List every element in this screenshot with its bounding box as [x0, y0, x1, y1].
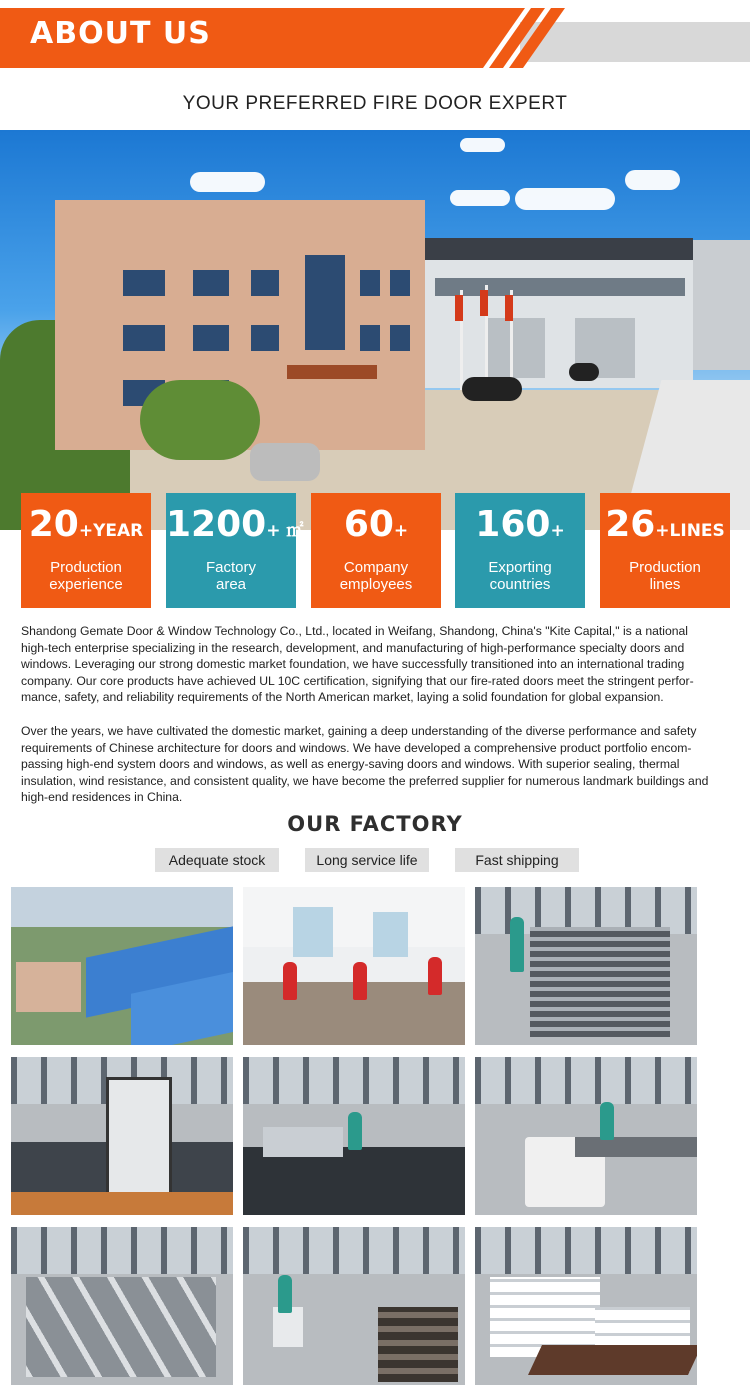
- page-subtitle: YOUR PREFERRED FIRE DOOR EXPERT: [182, 93, 568, 114]
- stat-factory-area: [166, 493, 304, 608]
- stat-production-experience: [21, 493, 151, 608]
- tag-fast-shipping: Fast shipping: [455, 848, 579, 872]
- stat-production-lines: [600, 493, 730, 608]
- laser-cutting-photo: [11, 1057, 233, 1215]
- factory-section-title: OUR FACTORY: [287, 812, 463, 836]
- machining-station-photo: [475, 1057, 697, 1215]
- office-photo: [243, 887, 465, 1045]
- assembly-line-photo: [243, 1057, 465, 1215]
- stat-label: Production lines: [629, 559, 701, 593]
- factory-building-photo: [0, 130, 750, 530]
- window-frames-photo: [11, 1227, 233, 1385]
- company-intro-paragraph: Shandong Gemate Door & Window Technology Co., Ltd., located in Weifang, Shandong, China's "Kite Capital," is a national high-tech enterprise specializing in the research, development, and manufacturing of high-performance specialty doors and windows. Leveraging our strong domestic market foundation, we have successfully transitioned into an international trading company. Our core products have achieved UL 10C certification, signifying that our fire-rated doors meet the stringent perfor- mance, safety, and reliability requirements of the North American market, laying a solid foundation for global expansion.: [21, 624, 694, 705]
- stat-label: Exporting countries: [488, 559, 552, 593]
- page-title: ABOUT US: [30, 16, 211, 51]
- tag-adequate-stock: Adequate stock: [155, 848, 279, 872]
- stat-value: 1200+ ㎡: [166, 504, 304, 545]
- stat-value: 20+YEAR: [28, 504, 144, 545]
- tag-long-service-life: Long service life: [305, 848, 429, 872]
- stat-value: 26+LINES: [605, 504, 725, 545]
- company-history-paragraph: Over the years, we have cultivated the domestic market, gaining a deep understanding of the diverse performance and safety requirements of Chinese architecture for doors and windows. We have developed a comprehensive product portfolio encom- passing high-end system doors and windows, as well as energy-saving doors and windows. With superior sealing, thermal insulation, wind resistance, and consistent quality, we have become the preferred supplier for numerous landmark buildings and high-end residences in China.: [21, 724, 709, 805]
- banner-grey-bar: [520, 22, 750, 62]
- header-banner: [0, 0, 750, 70]
- stat-label: Production experience: [49, 559, 123, 593]
- finished-doors-photo: [475, 1227, 697, 1385]
- aerial-factory-photo: [11, 887, 233, 1045]
- stat-value: 160+: [475, 504, 565, 545]
- stat-label: Company employees: [339, 559, 413, 593]
- workshop-photo: [243, 1227, 465, 1385]
- door-panel-stack-photo: [475, 887, 697, 1045]
- stat-label: Factory area: [205, 559, 256, 593]
- stat-company-employees: [311, 493, 441, 608]
- stat-exporting-countries: [455, 493, 585, 608]
- stat-value: 60+: [343, 504, 409, 545]
